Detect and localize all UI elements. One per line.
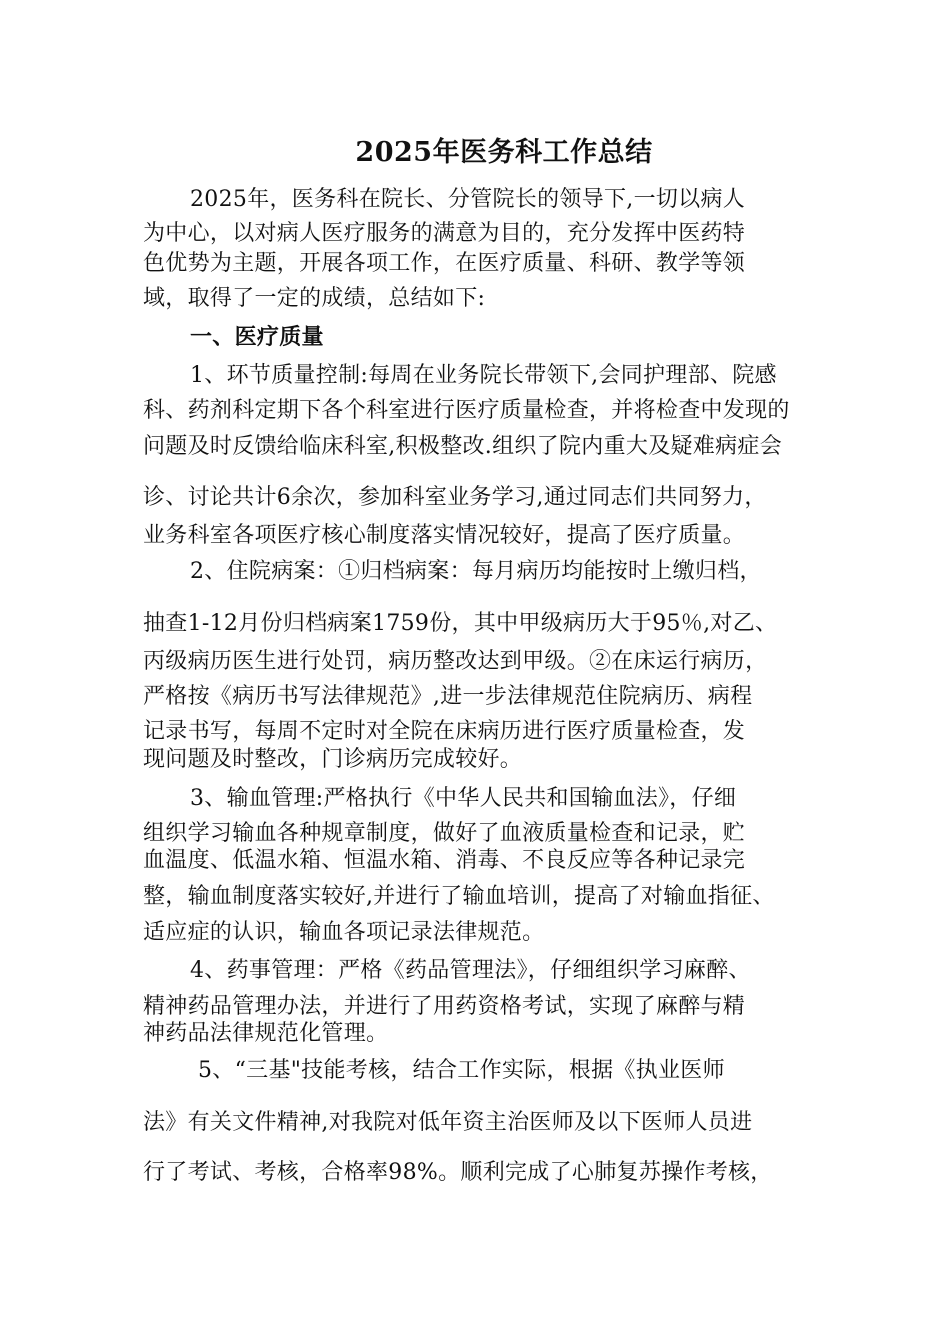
paragraph-line: 3、输血管理:严格执行《中华人民共和国输血法》，仔细: [190, 786, 737, 811]
document-title: 2025年医务科工作总结: [355, 137, 653, 168]
paragraph-line: 2、住院病案：①归档病案：每月病历均能按时上缴归档，: [190, 559, 762, 584]
paragraph-line: 记录书写，每周不定时对全院在床病历进行医疗质量检查，发: [143, 719, 746, 744]
paragraph-line: 神药品法律规范化管理。: [143, 1021, 389, 1046]
paragraph-line: 4、药事管理：严格《药品管理法》，仔细组织学习麻醉、: [190, 958, 751, 983]
paragraph-line: 科、药剂科定期下各个科室进行医疗质量检查，并将检查中发现的: [143, 398, 790, 423]
paragraph-line: 法》有关文件精神,对我院对低年资主治医师及以下医师人员进: [143, 1110, 753, 1135]
paragraph-line: 适应症的认识，输血各项记录法律规范。: [143, 920, 545, 945]
paragraph-line: 整，输血制度落实较好,并进行了输血培训，提高了对输血指征、: [143, 884, 775, 909]
paragraph-line: 严格按《病历书写法律规范》,进一步法律规范住院病历、病程: [143, 684, 753, 709]
paragraph-line: 业务科室各项医疗核心制度落实情况较好，提高了医疗质量。: [143, 523, 746, 548]
paragraph-line: 行了考试、考核，合格率98%。顺利完成了心肺复苏操作考核，: [143, 1160, 773, 1185]
paragraph-line: 诊、讨论共计6余次，参加科室业务学习,通过同志们共同努力，: [143, 485, 767, 510]
paragraph-line: 血温度、低温水箱、恒温水箱、消毒、不良反应等各种记录完: [143, 848, 746, 873]
paragraph-line: 丙级病历医生进行处罚，病历整改达到甲级。②在床运行病历，: [143, 649, 768, 674]
paragraph-line: 组织学习输血各种规章制度，做好了血液质量检查和记录，贮: [143, 821, 746, 846]
paragraph-line: 域，取得了一定的成绩，总结如下:: [143, 286, 486, 311]
paragraph-line: 为中心，以对病人医疗服务的满意为目的，充分发挥中医药特: [143, 221, 746, 246]
paragraph-line: 2025年，医务科在院长、分管院长的领导下,一切以病人: [190, 187, 746, 212]
paragraph-line: 5、“三基"技能考核，结合工作实际，根据《执业医师: [198, 1058, 725, 1083]
section-heading: 一、医疗质量: [190, 324, 324, 350]
paragraph-line: 1、环节质量控制:每周在业务院长带领下,会同护理部、院感: [190, 363, 777, 388]
paragraph-line: 现问题及时整改，门诊病历完成较好。: [143, 747, 523, 772]
paragraph-line: 抽查1-12月份归档病案1759份，其中甲级病历大于95％,对乙、: [143, 611, 778, 636]
paragraph-line: 色优势为主题，开展各项工作，在医疗质量、科研、教学等领: [143, 251, 746, 276]
paragraph-line: 精神药品管理办法，并进行了用药资格考试，实现了麻醉与精: [143, 994, 746, 1019]
paragraph-line: 问题及时反馈给临床科室,积极整改.组织了院内重大及疑难病症会: [143, 434, 782, 459]
